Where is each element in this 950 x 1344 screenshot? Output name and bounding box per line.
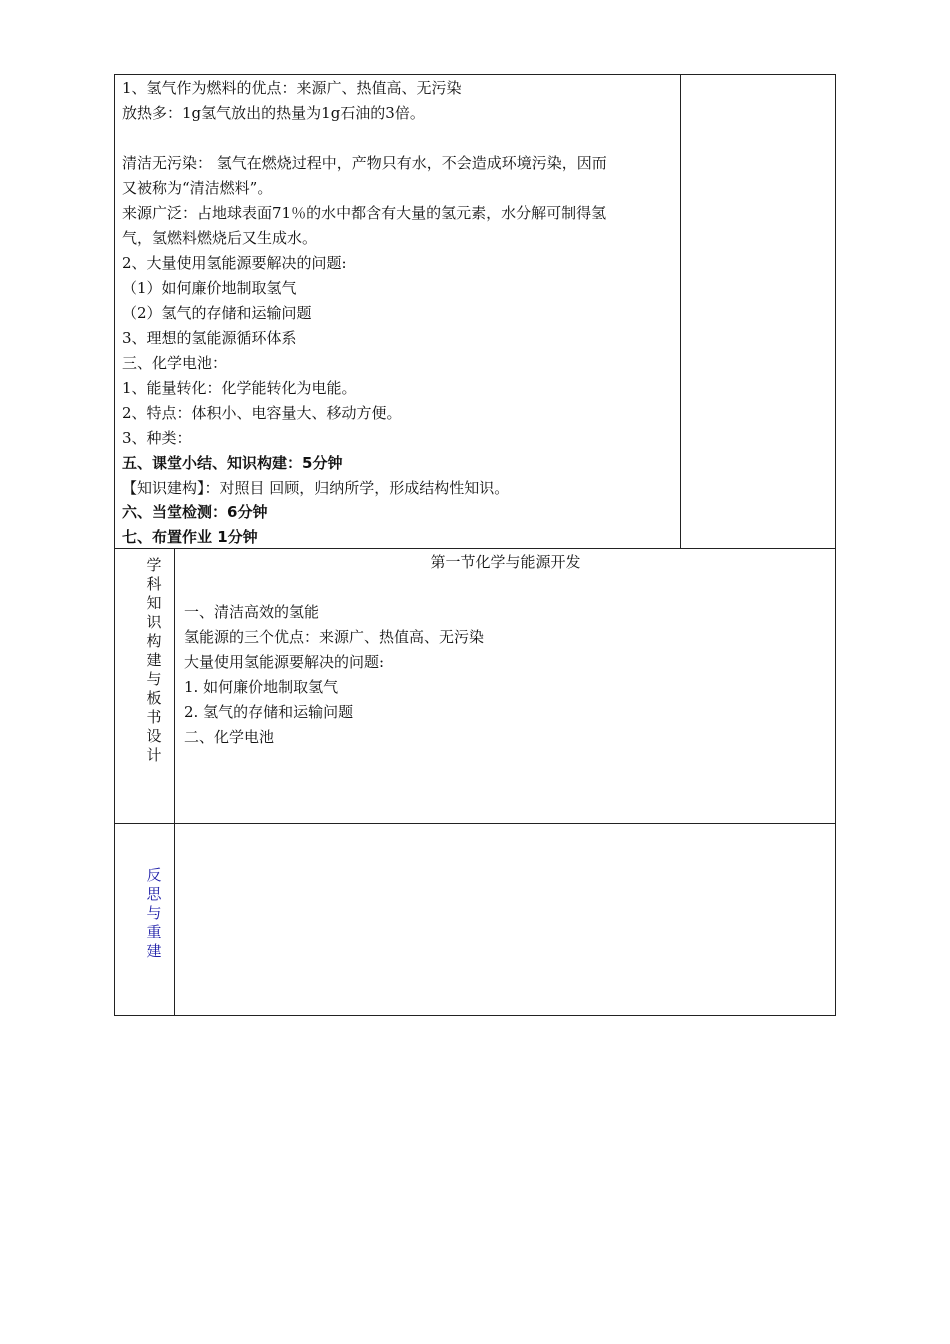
top-right-column-divider bbox=[680, 74, 681, 549]
board-title: 第一节化学与能源开发 bbox=[430, 553, 581, 571]
board-line: 大量使用氢能源要解决的问题: bbox=[184, 653, 385, 671]
text-line: 来源广泛：占地球表面71％的水中都含有大量的氢元素，水分解可制得氢 bbox=[122, 204, 607, 222]
board-line: 2. 氢气的存储和运输问题 bbox=[184, 703, 354, 721]
text-line: 【知识建构】：对照目 回顾，归纳所学，形成结构性知识。 bbox=[122, 479, 510, 497]
text-line: 3、种类： bbox=[122, 429, 192, 447]
section-heading: 七、布置作业 1分钟 bbox=[122, 528, 258, 546]
text-line: 放热多：1g氢气放出的热量为1g石油的3倍。 bbox=[122, 104, 425, 122]
label-char: 构 bbox=[146, 632, 162, 650]
label-char: 知 bbox=[146, 594, 162, 612]
text-line: 又被称为“清洁燃料”。 bbox=[122, 179, 273, 197]
reflection-content bbox=[176, 825, 834, 1014]
label-char: 计 bbox=[146, 746, 162, 764]
label-char: 板 bbox=[146, 689, 162, 707]
label-char: 设 bbox=[146, 727, 162, 745]
text-line: 2、特点：体积小、电容量大、移动方便。 bbox=[122, 404, 402, 422]
text-line: 3、理想的氢能源循环体系 bbox=[122, 329, 297, 347]
label-char: 与 bbox=[146, 904, 162, 922]
label-char: 反 bbox=[146, 866, 162, 884]
section-heading: 六、当堂检测：6分钟 bbox=[122, 503, 268, 521]
text-line: 三、化学电池： bbox=[122, 354, 228, 372]
label-char: 学 bbox=[146, 556, 162, 574]
text-line: 1、氢气作为燃料的优点：来源广、热值高、无污染 bbox=[122, 79, 462, 97]
board-line: 一、清洁高效的氢能 bbox=[184, 603, 320, 621]
text-line: 气，氢燃料燃烧后又生成水。 bbox=[122, 229, 318, 247]
label-char: 建 bbox=[146, 651, 162, 669]
text-line: 1、能量转化：化学能转化为电能。 bbox=[122, 379, 357, 397]
label-char: 与 bbox=[146, 670, 162, 688]
section-heading: 五、课堂小结、知识构建：5分钟 bbox=[122, 454, 343, 472]
row-divider-2 bbox=[114, 823, 836, 824]
board-line: 氢能源的三个优点：来源广、热值高、无污染 bbox=[184, 628, 485, 646]
board-design-label bbox=[144, 556, 164, 765]
label-char: 书 bbox=[146, 708, 162, 726]
label-char: 科 bbox=[146, 575, 162, 593]
label-char: 识 bbox=[146, 613, 162, 631]
text-line: （2）氢气的存储和运输问题 bbox=[122, 304, 312, 322]
reflection-label bbox=[144, 866, 164, 961]
label-char: 重 bbox=[146, 923, 162, 941]
board-line: 1. 如何廉价地制取氢气 bbox=[184, 678, 339, 696]
label-char: 建 bbox=[146, 942, 162, 960]
text-line: （1）如何廉价地制取氢气 bbox=[122, 279, 297, 297]
text-line: 2、大量使用氢能源要解决的问题: bbox=[122, 254, 347, 272]
row-divider-1 bbox=[114, 548, 836, 549]
label-char: 思 bbox=[146, 885, 162, 903]
board-line: 二、化学电池 bbox=[184, 728, 275, 746]
label-column-divider bbox=[174, 548, 175, 1016]
text-line: 清洁无污染： 氢气在燃烧过程中，产物只有水，不会造成环境污染，因而 bbox=[122, 154, 607, 172]
